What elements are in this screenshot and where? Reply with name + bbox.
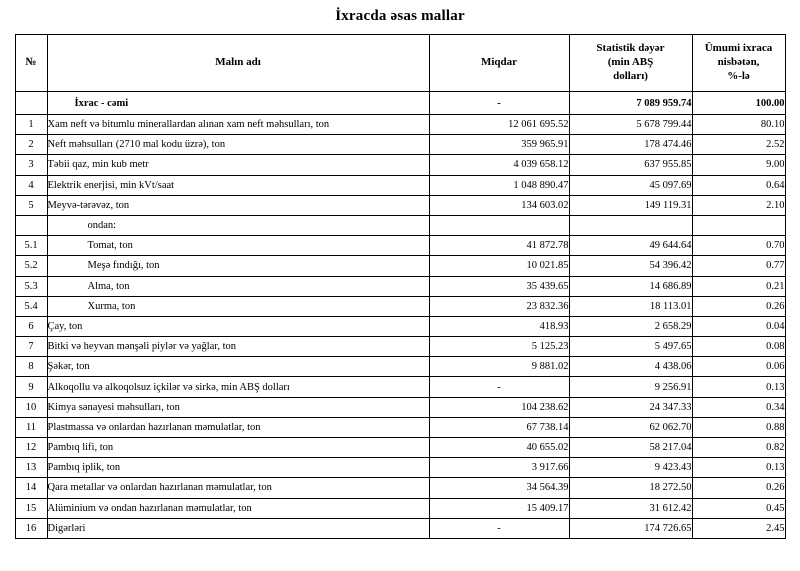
column-header-number: № bbox=[15, 35, 47, 92]
cell-number: 5.3 bbox=[15, 276, 47, 296]
table-row bbox=[15, 236, 785, 256]
table-body bbox=[15, 92, 785, 539]
table-row bbox=[15, 518, 785, 538]
column-header-share-line3: %-lə bbox=[727, 69, 750, 82]
cell-number: 5 bbox=[15, 195, 47, 215]
cell-name: Pambıq lifi, ton bbox=[47, 438, 429, 458]
cell-name: Alüminium və ondan hazırlanan məmulatlar, ton bbox=[47, 498, 429, 518]
column-header-quantity: Miqdar bbox=[429, 35, 569, 92]
table-row bbox=[15, 498, 785, 518]
cell-share: 2.45 bbox=[692, 518, 785, 538]
cell-number bbox=[15, 92, 47, 115]
page-title: İxracda əsas mallar bbox=[335, 8, 465, 24]
cell-value: 49 644.64 bbox=[569, 236, 692, 256]
cell-quantity: 9 881.02 bbox=[429, 357, 569, 377]
cell-share: 9.00 bbox=[692, 155, 785, 175]
cell-name: Xam neft və bitumlu minerallardan alınan xam neft məhsulları, ton bbox=[47, 115, 429, 135]
cell-value: 178 474.46 bbox=[569, 135, 692, 155]
table-row bbox=[15, 438, 785, 458]
export-goods-table bbox=[15, 34, 786, 539]
cell-value: 5 678 799.44 bbox=[569, 115, 692, 135]
cell-number: 13 bbox=[15, 458, 47, 478]
cell-number: 7 bbox=[15, 337, 47, 357]
cell-share: 0.13 bbox=[692, 377, 785, 397]
cell-number: 14 bbox=[15, 478, 47, 498]
cell-quantity: 1 048 890.47 bbox=[429, 175, 569, 195]
table-row-total bbox=[15, 92, 785, 115]
cell-value: 18 272.50 bbox=[569, 478, 692, 498]
table-row bbox=[15, 316, 785, 336]
cell-number: 5.1 bbox=[15, 236, 47, 256]
cell-number: 12 bbox=[15, 438, 47, 458]
cell-name: Təbii qaz, min kub metr bbox=[47, 155, 429, 175]
cell-number: 15 bbox=[15, 498, 47, 518]
cell-share: 0.88 bbox=[692, 417, 785, 437]
cell-name: Alkoqollu və alkoqolsuz içkilər və sirkə, min ABŞ dolları bbox=[47, 377, 429, 397]
cell-share: 0.13 bbox=[692, 458, 785, 478]
table-header-row bbox=[15, 35, 785, 92]
table-row bbox=[15, 417, 785, 437]
cell-name: Tomat, ton bbox=[47, 236, 429, 256]
table-row bbox=[15, 256, 785, 276]
table-row bbox=[15, 115, 785, 135]
cell-quantity: - bbox=[429, 518, 569, 538]
cell-number: 16 bbox=[15, 518, 47, 538]
cell-value: 5 497.65 bbox=[569, 337, 692, 357]
cell-number: 6 bbox=[15, 316, 47, 336]
cell-share: 80.10 bbox=[692, 115, 785, 135]
cell-share: 100.00 bbox=[692, 92, 785, 115]
table-row bbox=[15, 458, 785, 478]
cell-quantity: 3 917.66 bbox=[429, 458, 569, 478]
cell-value: 14 686.89 bbox=[569, 276, 692, 296]
cell-value: 149 119.31 bbox=[569, 195, 692, 215]
table-row bbox=[15, 357, 785, 377]
cell-number: 5.4 bbox=[15, 296, 47, 316]
cell-value: 174 726.65 bbox=[569, 518, 692, 538]
column-header-value-line2: (min ABŞ bbox=[607, 56, 654, 69]
cell-quantity: 40 655.02 bbox=[429, 438, 569, 458]
cell-name: Meşə fındığı, ton bbox=[47, 256, 429, 276]
cell-number: 10 bbox=[15, 397, 47, 417]
cell-name: Alma, ton bbox=[47, 276, 429, 296]
cell-quantity: 35 439.65 bbox=[429, 276, 569, 296]
cell-name: ondan: bbox=[47, 215, 429, 235]
cell-share: 0.70 bbox=[692, 236, 785, 256]
cell-number: 4 bbox=[15, 175, 47, 195]
cell-name: Çay, ton bbox=[47, 316, 429, 336]
cell-quantity: 359 965.91 bbox=[429, 135, 569, 155]
cell-share: 0.08 bbox=[692, 337, 785, 357]
cell-quantity: 418.93 bbox=[429, 316, 569, 336]
cell-name: Meyvə-tərəvəz, ton bbox=[47, 195, 429, 215]
cell-value: 62 062.70 bbox=[569, 417, 692, 437]
column-header-value bbox=[569, 35, 692, 92]
cell-name: Pambıq iplik, ton bbox=[47, 458, 429, 478]
cell-share: 0.26 bbox=[692, 296, 785, 316]
cell-number: 2 bbox=[15, 135, 47, 155]
cell-quantity: 67 738.14 bbox=[429, 417, 569, 437]
document-page bbox=[0, 8, 800, 571]
cell-share: 0.45 bbox=[692, 498, 785, 518]
cell-value: 637 955.85 bbox=[569, 155, 692, 175]
table-row bbox=[15, 215, 785, 235]
table-row bbox=[15, 195, 785, 215]
cell-value: 4 438.06 bbox=[569, 357, 692, 377]
cell-value: 18 113.01 bbox=[569, 296, 692, 316]
cell-share: 2.52 bbox=[692, 135, 785, 155]
cell-share: 2.10 bbox=[692, 195, 785, 215]
cell-number: 5.2 bbox=[15, 256, 47, 276]
cell-value: 7 089 959.74 bbox=[569, 92, 692, 115]
cell-number: 8 bbox=[15, 357, 47, 377]
cell-quantity: 104 238.62 bbox=[429, 397, 569, 417]
table-row bbox=[15, 377, 785, 397]
table-row bbox=[15, 478, 785, 498]
cell-number: 1 bbox=[15, 115, 47, 135]
cell-share: 0.64 bbox=[692, 175, 785, 195]
cell-quantity: 23 832.36 bbox=[429, 296, 569, 316]
column-header-share-line2: nisbətən, bbox=[717, 56, 760, 69]
cell-name: Qara metallar və onlardan hazırlanan məmulatlar, ton bbox=[47, 478, 429, 498]
cell-name: İxrac - cəmi bbox=[47, 92, 429, 115]
cell-name: Neft məhsulları (2710 mal kodu üzrə), ton bbox=[47, 135, 429, 155]
cell-quantity: 15 409.17 bbox=[429, 498, 569, 518]
cell-quantity: 34 564.39 bbox=[429, 478, 569, 498]
table-row bbox=[15, 135, 785, 155]
cell-quantity: 10 021.85 bbox=[429, 256, 569, 276]
column-header-name: Malın adı bbox=[47, 35, 429, 92]
cell-value: 58 217.04 bbox=[569, 438, 692, 458]
cell-value: 2 658.29 bbox=[569, 316, 692, 336]
table-row bbox=[15, 155, 785, 175]
cell-share: 0.82 bbox=[692, 438, 785, 458]
cell-quantity: 12 061 695.52 bbox=[429, 115, 569, 135]
column-header-value-line3: dolları) bbox=[613, 69, 648, 82]
column-header-value-line1: Statistik dəyər bbox=[596, 42, 665, 55]
table-row bbox=[15, 337, 785, 357]
cell-share: 0.26 bbox=[692, 478, 785, 498]
cell-number: 11 bbox=[15, 417, 47, 437]
cell-quantity: 5 125.23 bbox=[429, 337, 569, 357]
cell-value: 45 097.69 bbox=[569, 175, 692, 195]
cell-quantity: 134 603.02 bbox=[429, 195, 569, 215]
cell-quantity: - bbox=[429, 92, 569, 115]
cell-share bbox=[692, 215, 785, 235]
column-header-share-line1: Ümumi ixraca bbox=[704, 42, 773, 55]
cell-name: Digərləri bbox=[47, 518, 429, 538]
column-header-share bbox=[692, 35, 785, 92]
cell-share: 0.06 bbox=[692, 357, 785, 377]
cell-name: Xurma, ton bbox=[47, 296, 429, 316]
cell-value: 24 347.33 bbox=[569, 397, 692, 417]
table-row bbox=[15, 296, 785, 316]
cell-quantity bbox=[429, 215, 569, 235]
cell-name: Şəkər, ton bbox=[47, 357, 429, 377]
cell-name: Kimya sənayesi məhsulları, ton bbox=[47, 397, 429, 417]
cell-value: 54 396.42 bbox=[569, 256, 692, 276]
cell-name: Bitki və heyvan mənşəli piylər və yağlar, ton bbox=[47, 337, 429, 357]
cell-share: 0.34 bbox=[692, 397, 785, 417]
cell-value: 9 256.91 bbox=[569, 377, 692, 397]
table-row bbox=[15, 276, 785, 296]
cell-share: 0.21 bbox=[692, 276, 785, 296]
cell-name: Plastmassa və onlardan hazırlanan məmulatlar, ton bbox=[47, 417, 429, 437]
table-header bbox=[15, 35, 785, 92]
table-row bbox=[15, 175, 785, 195]
cell-quantity: 4 039 658.12 bbox=[429, 155, 569, 175]
cell-number bbox=[15, 215, 47, 235]
cell-value: 9 423.43 bbox=[569, 458, 692, 478]
cell-share: 0.77 bbox=[692, 256, 785, 276]
cell-number: 3 bbox=[15, 155, 47, 175]
cell-value: 31 612.42 bbox=[569, 498, 692, 518]
cell-quantity: 41 872.78 bbox=[429, 236, 569, 256]
cell-quantity: - bbox=[429, 377, 569, 397]
cell-value bbox=[569, 215, 692, 235]
cell-name: Elektrik enerjisi, min kVt/saat bbox=[47, 175, 429, 195]
cell-share: 0.04 bbox=[692, 316, 785, 336]
cell-number: 9 bbox=[15, 377, 47, 397]
table-row bbox=[15, 397, 785, 417]
